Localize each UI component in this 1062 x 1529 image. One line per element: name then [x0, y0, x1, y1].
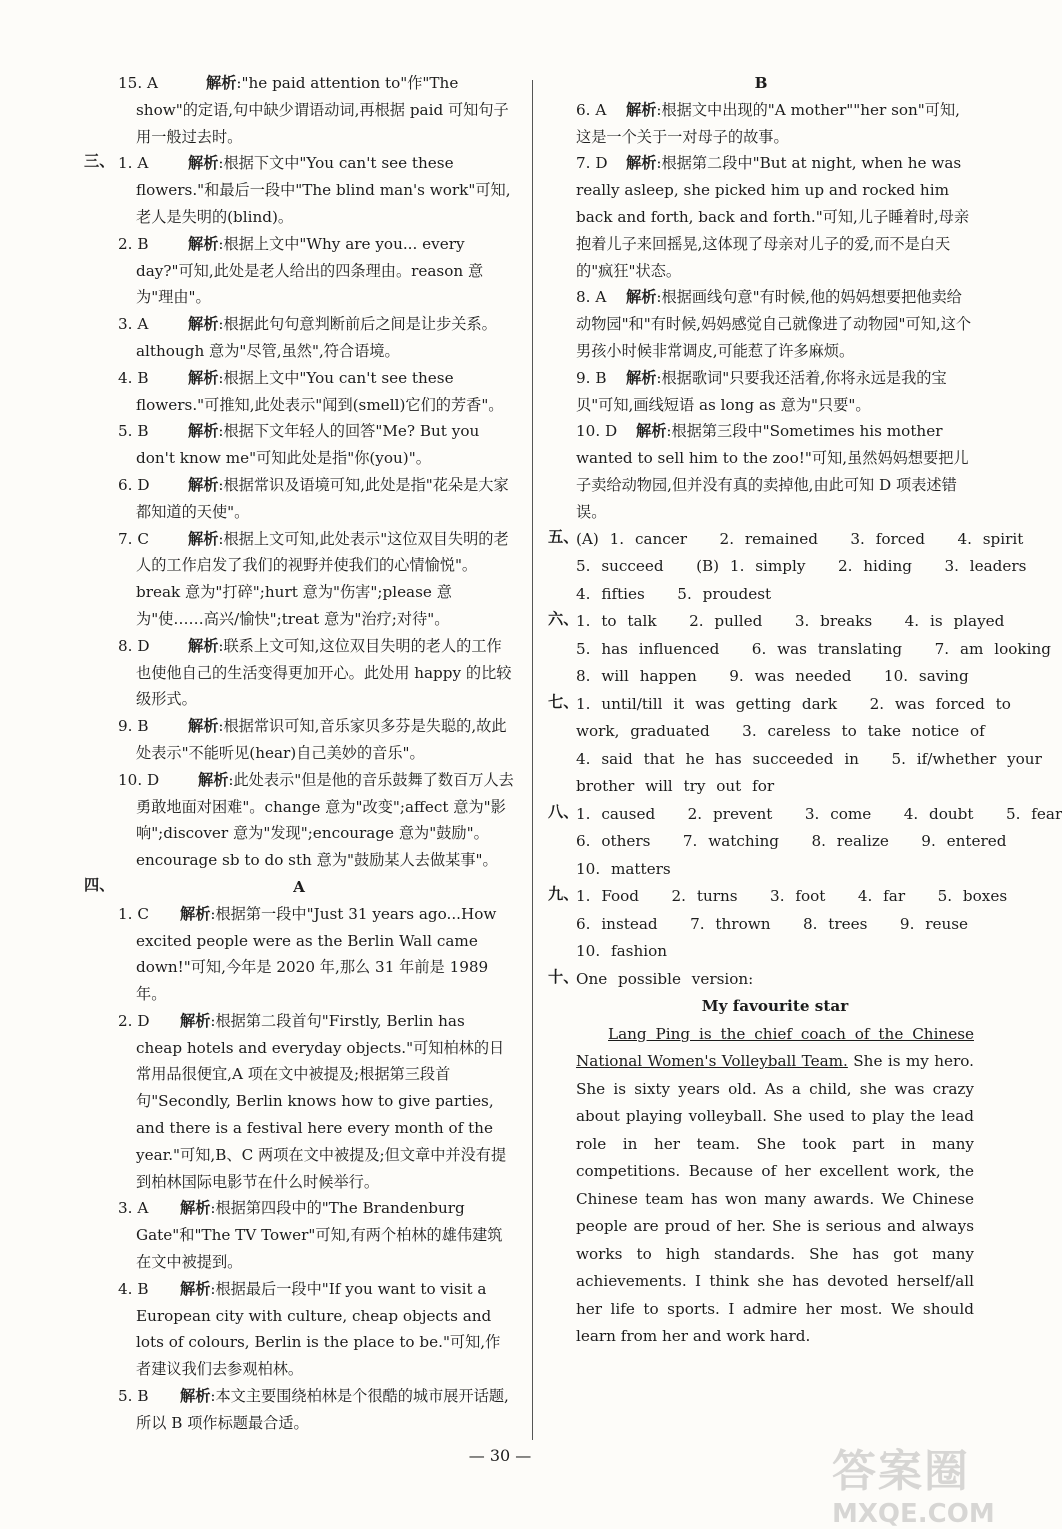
answer-entry	[84, 231, 514, 311]
answer-number: 6. D	[118, 475, 150, 494]
right-column	[548, 70, 1062, 1351]
answer-entry	[84, 150, 514, 230]
answer-entry	[84, 767, 514, 874]
answer-line: 5. has influenced 6. was translating 7. am looking	[576, 639, 1051, 658]
page-number: — 30 —	[468, 1446, 532, 1465]
answer-explanation	[136, 633, 514, 713]
answer-line: brother will try out for	[576, 777, 775, 796]
explanation-text: :根据第二段中"But at night, when he was really asleep, she picked him up and rocked him back and forth, back and forth."可知,儿子睡着时,母亲抱着儿子来回摇晃,这体现了母亲对儿子的爱,而不是白天的"疯狂"状态。	[576, 154, 970, 280]
answer-explanation	[136, 1008, 514, 1196]
answer-line: 1. to talk 2. pulled 3. breaks 4. is played	[576, 612, 1005, 631]
section-9	[548, 883, 1008, 966]
explanation-text: :此处表示"但是他的音乐鼓舞了数百万人去勇敢地面对困难"。change 意为"改变";affect 意为"影响";discover 意为"发现";encourage 意为"鼓励"。encourage sb to do sth 意为"鼓励某人去做某事"。	[136, 770, 514, 870]
section-3	[84, 150, 514, 874]
explanation-keyword: 解析	[206, 74, 237, 92]
explanation-text: :根据文中出现的"A mother""her son"可知,这是一个关于一对母子的故事。	[576, 100, 960, 146]
answer-entry	[548, 284, 974, 364]
answer-explanation	[136, 1276, 514, 1383]
answer-entry	[84, 1276, 514, 1383]
explanation-keyword: 解析	[626, 288, 657, 307]
section-label: 十、	[548, 967, 579, 986]
answer-explanation	[576, 150, 974, 284]
answer-number: 5. B	[118, 1387, 149, 1406]
answer-explanation	[576, 418, 974, 525]
answer-entry	[548, 365, 974, 419]
explanation-keyword: 解析	[188, 234, 219, 253]
answer-explanation	[136, 70, 514, 150]
answer-number: 1. A	[118, 154, 149, 173]
explanation-keyword: 解析	[188, 475, 219, 494]
answer-number: 4. B	[118, 368, 149, 387]
explanation-text: :根据歌词"只要我还活着,你将永远是我的宝贝"可知,画线短语 as long as 意为"只要"。	[576, 368, 947, 414]
section-5	[548, 526, 1027, 609]
answer-number: 3. A	[118, 1199, 149, 1218]
answer-entry	[84, 472, 514, 526]
answer-number: 7. D	[576, 154, 608, 173]
answer-explanation	[136, 1195, 514, 1275]
explanation-text: :根据下文中"You can't see these flowers."和最后一段中"The blind man's work"可知,老人是失明的(blind)。	[136, 154, 511, 226]
answer-entry	[84, 1008, 514, 1196]
explanation-keyword: 解析	[636, 422, 667, 441]
answer-entry	[84, 901, 514, 1008]
answer-explanation	[136, 1383, 514, 1437]
essay-title: My favourite star	[701, 997, 849, 1016]
part-heading: A	[293, 877, 305, 896]
answer-number: 8. A	[576, 288, 607, 307]
answer-line: 6. instead 7. thrown 8. trees 9. reuse	[576, 914, 969, 933]
answer-number: 10. D	[576, 422, 618, 441]
section-label: 八、	[548, 802, 579, 821]
part-heading: B	[754, 74, 768, 92]
section-7	[548, 691, 1042, 801]
answer-explanation	[136, 767, 514, 874]
answer-line: 10. fashion	[576, 942, 668, 961]
answer-explanation	[136, 713, 514, 767]
section-label: 四、	[84, 875, 115, 894]
answer-line: 4. fifties 5. proudest	[576, 584, 772, 603]
explanation-text: :本文主要围绕柏林是个很酷的城市展开话题,所以 B 项作标题最合适。	[136, 1387, 509, 1432]
answer-line: work, graduated 3. careless to take notice of	[576, 722, 985, 741]
answer-entry	[84, 365, 514, 419]
answer-line: 6. others 7. watching 8. realize 9. entered	[576, 832, 1007, 851]
answer-explanation	[576, 365, 974, 419]
explanation-keyword: 解析	[626, 100, 657, 119]
explanation-keyword: 解析	[188, 529, 219, 548]
section-label: 三、	[84, 152, 115, 171]
column-divider	[532, 80, 533, 1440]
section-label: 五、	[548, 527, 579, 546]
answer-line: 1. caused 2. prevent 3. come 4. doubt 5. fear	[576, 804, 1062, 823]
answer-number: 6. A	[576, 100, 607, 119]
explanation-text: :根据常识可知,音乐家贝多芬是失聪的,故此处表示"不能听见(hear)自己美妙的音乐"。	[136, 717, 507, 762]
answer-number: 5. B	[118, 422, 149, 441]
answer-number: 15. A	[118, 74, 158, 92]
answer-entry	[548, 150, 974, 284]
watermark-logo	[832, 1435, 995, 1529]
answer-explanation	[136, 901, 514, 1008]
section-label: 七、	[548, 692, 579, 711]
explanation-keyword: 解析	[180, 1199, 211, 1218]
explanation-text: :根据第一段中"Just 31 years ago...How excited people were as the Berlin Wall came down!"可知,今年是 2020 年,那么 31 年前是 1989 年。	[136, 904, 497, 1004]
explanation-text: :根据最后一段中"If you want to visit a European city with culture, cheap objects and lots of colours, Berlin is the place to be."可知,作者建议我们去参观柏林。	[136, 1279, 501, 1379]
explanation-keyword: 解析	[180, 1279, 211, 1298]
essay-intro: One possible version:	[576, 969, 754, 988]
answer-entry	[84, 418, 514, 472]
answer-entry	[84, 713, 514, 767]
explanation-keyword: 解析	[626, 154, 657, 173]
explanation-keyword: 解析	[188, 717, 219, 736]
answer-entry	[84, 633, 514, 713]
answer-line: 10. matters	[576, 859, 671, 878]
section-6	[548, 608, 1051, 691]
explanation-keyword: 解析	[188, 422, 219, 441]
answer-entry	[84, 1383, 514, 1437]
explanation-keyword: 解析	[626, 368, 657, 387]
watermark-url: MXQE.COM	[832, 1499, 995, 1529]
explanation-keyword: 解析	[188, 368, 219, 387]
section-10	[548, 966, 974, 1351]
section-label: 九、	[548, 885, 579, 904]
explanation-keyword: 解析	[188, 154, 219, 173]
explanation-text: :根据第二段首句"Firstly, Berlin has cheap hotels and everyday objects."可知柏林的日常用品很便宜,A 项在文中被提及;根据第三段首句"Secondly, Berlin knows how to give parties, and there is a festival here every month of the year."可知,B、C 两项在文中被提及;但文章中并没有提到柏林国际电影节在什么时候举行。	[136, 1011, 507, 1191]
answer-explanation	[576, 284, 974, 364]
answer-number: 4. B	[118, 1279, 149, 1298]
explanation-keyword: 解析	[188, 315, 219, 334]
essay-paragraph	[576, 1021, 974, 1351]
answer-number: 8. D	[118, 636, 150, 655]
answer-explanation	[136, 365, 514, 419]
explanation-text: :根据下文年轻人的回答"Me? But you don't know me"可知此处是指"你(you)"。	[136, 422, 480, 468]
answer-number: 3. A	[118, 315, 149, 334]
answer-number: 2. B	[118, 234, 149, 253]
answer-line: 1. until/till it was getting dark 2. was forced to	[576, 694, 1011, 713]
explanation-keyword: 解析	[180, 1011, 211, 1030]
explanation-text: :根据上文可知,此处表示"这位双目失明的老人的工作启发了我们的视野并使我们的心情愉悦"。break 意为"打碎";hurt 意为"伤害";please 意为"使……高兴/愉快";treat 意为"治疗;对待"。	[136, 529, 509, 628]
explanation-keyword: 解析	[198, 770, 229, 789]
answer-number: 9. B	[118, 717, 149, 736]
model-essay	[576, 993, 974, 1351]
explanation-text: :"he paid attention to"作"The show"的定语,句中缺少谓语动词,再根据 paid 可知句子用一般过去时。	[136, 74, 509, 146]
answer-line: 8. will happen 9. was needed 10. saving	[576, 667, 969, 686]
answer-number: 10. D	[118, 770, 160, 789]
essay-underlined-sentence: Lang Ping is the chief coach of the Chinese National Women's Volleyball Team.	[576, 1024, 974, 1071]
answer-explanation	[136, 311, 514, 365]
answer-number: 7. C	[118, 529, 149, 548]
explanation-text: :根据画线句意"有时候,他的妈妈想要把他卖给动物园"和"有时候,妈妈感觉自己就像进了动物园"可知,这个男孩小时候非常调皮,可能惹了许多麻烦。	[576, 288, 972, 360]
explanation-text: :根据上文中"You can't see these flowers."可推知,此处表示"闻到(smell)它们的芳香"。	[136, 368, 504, 414]
explanation-text: :联系上文可知,这位双目失明的老人的工作也使他自己的生活变得更加开心。此处用 happy 的比较级形式。	[136, 636, 512, 709]
answer-number: 9. B	[576, 368, 607, 387]
essay-body: She is my hero. She is sixty years old. As a child, she was crazy about playing volleyball. She used to play the lead role in her team. She took part in many competitions. Because of her excellent work, the Chinese team has won many awards. We Chinese people are proud of her. She is serious and always works to high standards. She has got many achievements. I think she has devoted herself/all her life to sports. I admire her most. We should learn from her and work hard.	[576, 1052, 974, 1346]
explanation-keyword: 解析	[180, 904, 211, 923]
explanation-text: :根据第四段中的"The Brandenburg Gate"和"The TV Tower"可知,有两个柏林的雄伟建筑在文中被提到。	[136, 1199, 503, 1272]
answer-explanation	[136, 526, 514, 633]
watermark-text: 答案圈	[832, 1446, 970, 1497]
answer-entry	[548, 418, 974, 525]
answer-explanation	[576, 97, 974, 151]
answer-number: 2. D	[118, 1011, 150, 1030]
answer-line: 4. said that he has succeeded in 5. if/whether your	[576, 749, 1042, 768]
answer-line: 5. succeed (B) 1. simply 2. hiding 3. leaders	[576, 557, 1027, 576]
section-8	[548, 801, 1062, 884]
explanation-text: :根据此句句意判断前后之间是让步关系。although 意为"尽管,虽然",符合语境。	[136, 315, 497, 360]
answer-explanation	[136, 472, 514, 526]
answer-entry	[84, 70, 514, 150]
section-4	[84, 874, 514, 1437]
answer-entry	[548, 97, 974, 151]
explanation-text: :根据上文中"Why are you... every day?"可知,此处是老人给出的四条理由。reason 意为"理由"。	[136, 234, 484, 307]
answer-explanation	[136, 231, 514, 311]
explanation-keyword: 解析	[180, 1387, 211, 1406]
answer-line: (A) 1. cancer 2. remained 3. forced 4. spirit	[576, 529, 1024, 548]
answer-entry	[84, 1195, 514, 1275]
explanation-text: :根据第三段中"Sometimes his mother wanted to sell him to the zoo!"可知,虽然妈妈想要把儿子卖给动物园,但并没有真的卖掉他,由此可知 D 项表述错误。	[576, 422, 969, 521]
answer-entry	[84, 526, 514, 633]
answer-explanation	[136, 150, 514, 230]
answer-entry	[84, 311, 514, 365]
section-label: 六、	[548, 610, 579, 629]
answer-line: 1. Food 2. turns 3. foot 4. far 5. boxes	[576, 887, 1008, 906]
explanation-keyword: 解析	[188, 636, 219, 655]
answer-number: 1. C	[118, 904, 149, 923]
answer-explanation	[136, 418, 514, 472]
left-column	[84, 70, 514, 1437]
explanation-text: :根据常识及语境可知,此处是指"花朵是大家都知道的天使"。	[136, 475, 509, 521]
